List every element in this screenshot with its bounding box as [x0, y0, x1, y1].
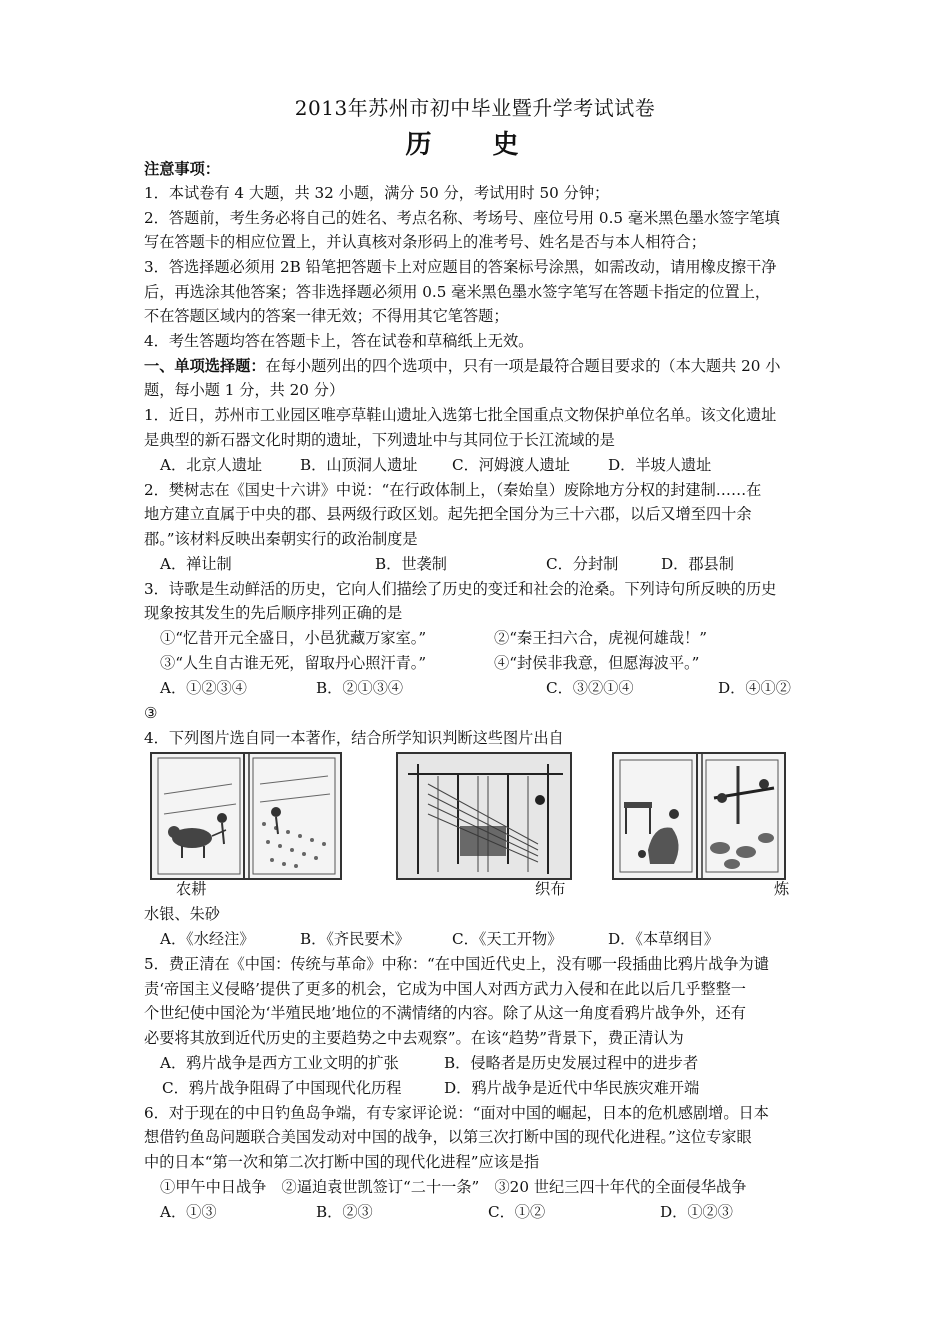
question-3-line: 3．诗歌是生动鲜活的历史，它向人们描绘了历史的变迁和社会的沧桑。下列诗句所反映的历史 — [144, 580, 777, 598]
q6-option-a: A．①③ — [160, 1203, 217, 1221]
figure-caption-smelting-cont: 水银、朱砂 — [144, 905, 220, 923]
q3-option-b: B．②①③④ — [316, 679, 404, 697]
section-intro-line2: 题，每小题 1 分，共 20 分） — [144, 381, 345, 399]
notice-line: 后，再选涂其他答案；答非选择题必须用 0.5 毫米黑色墨水签字笔写在答题卡指定的位置上， — [144, 283, 771, 301]
notice-heading: 注意事项： — [144, 160, 220, 178]
q4-option-a: A．《水经注》 — [160, 930, 255, 948]
section-heading: 一、单项选择题： — [144, 357, 266, 375]
question-5-line: 必要将其放到近代历史的主要趋势之中去观察”。在该“趋势”背景下，费正清认为 — [144, 1029, 684, 1047]
question-2-line: 地方建立直属于中央的郡、县两级行政区划。起先把全国分为三十六郡，以后又增至四十余 — [144, 505, 752, 523]
q6-option-c: C．①② — [488, 1203, 546, 1221]
q5-option-a: A．鸦片战争是西方工业文明的扩张 — [160, 1054, 399, 1072]
notice-line: 2．答题前，考生务必将自己的姓名、考点名称、考场号、座位号用 0.5 毫米黑色墨水签字笔填 — [144, 209, 780, 227]
figure-caption-smelting: 炼 — [774, 880, 790, 898]
question-6-line: 想借钓鱼岛问题联合美国发动对中国的战争，以第三次打断中国的现代化进程。”这位专家眼 — [144, 1128, 752, 1146]
q5-option-d: D．鸦片战争是近代中华民族灾难开端 — [444, 1079, 700, 1097]
q5-option-b: B．侵略者是历史发展过程中的进步者 — [444, 1054, 699, 1072]
weaving-illustration — [396, 752, 572, 880]
exam-title: 2013年苏州市初中毕业暨升学考试试卷 — [294, 96, 656, 120]
q4-option-c: C．《天工开物》 — [452, 930, 563, 948]
q3-option-a: A．①②③④ — [160, 679, 247, 697]
section-intro-text: 在每小题列出的四个选项中，只有一项是最符合题目要求的（本大题共 20 小 — [265, 357, 781, 375]
farming-drawing — [152, 754, 340, 878]
q6-option-b: B．②③ — [316, 1203, 373, 1221]
question-3-line: 现象按其发生的先后顺序排列正确的是 — [144, 604, 403, 622]
question-5-line: 责‘帝国主义侵略’提供了更多的机会，它成为中国人对西方武力入侵和在此以后几乎整整一 — [144, 980, 746, 998]
q6-items: ①甲午中日战争 ②逼迫袁世凯签订“二十一条” ③20 世纪三四十年代的全面侵华战争 — [160, 1178, 747, 1196]
question-2-line: 2．樊树志在《国史十六讲》中说：“在行政体制上，（秦始皇）废除地方分权的封建制……在 — [144, 481, 762, 499]
mercury-drawing — [614, 754, 784, 878]
notice-line: 写在答题卡的相应位置上，并认真核对条形码上的准考号、姓名是否与本人相符合； — [144, 233, 706, 251]
q4-option-d: D．《本草纲目》 — [608, 930, 719, 948]
q3-poem-2: ②“秦王扫六合，虎视何雄哉！” — [494, 629, 707, 647]
q6-option-d: D．①②③ — [660, 1203, 733, 1221]
q3-option-d: D．④①② — [718, 679, 791, 697]
q2-option-b: B．世袭制 — [375, 555, 447, 573]
q3-poem-3: ③“人生自古谁无死，留取丹心照汗青。” — [160, 654, 427, 672]
q4-option-b: B．《齐民要术》 — [300, 930, 410, 948]
q3-poem-4: ④“封侯非我意，但愿海波平。” — [494, 654, 700, 672]
notice-line: 不在答题区域内的答案一律无效；不得用其它笔答题； — [144, 307, 509, 325]
question-4-line: 4．下列图片选自同一本著作，结合所学知识判断这些图片出自 — [144, 729, 564, 747]
q3-poem-1: ①“忆昔开元全盛日，小邑犹藏万家室。” — [160, 629, 427, 647]
question-1-line: 是典型的新石器文化时期的遗址，下列遗址中与其同位于长江流域的是 — [144, 431, 615, 449]
q1-option-c: C．河姆渡人遗址 — [452, 456, 570, 474]
q1-option-d: D．半坡人遗址 — [608, 456, 712, 474]
notice-line: 1．本试卷有 4 大题，共 32 小题，满分 50 分，考试用时 50 分钟； — [144, 184, 610, 202]
q1-option-a: A．北京人遗址 — [160, 456, 263, 474]
figure-caption-weaving: 织布 — [535, 880, 566, 898]
q2-option-d: D．郡县制 — [661, 555, 734, 573]
weaving-drawing — [398, 754, 570, 878]
question-5-line: 5．费正清在《中国：传统与革命》中称：“在中国近代史上，没有哪一段插曲比鸦片战争为谴 — [144, 955, 769, 973]
q3-option-c: C．③②①④ — [546, 679, 634, 697]
section-intro — [144, 355, 814, 377]
question-5-line: 个世纪使中国沦为‘半殖民地’地位的不满情绪的内容。除了从这一角度看鸦片战争外，还有 — [144, 1004, 746, 1022]
subject-title: 历 史 — [405, 130, 545, 160]
question-6-line: 中的日本“第一次和第二次打断中国的现代化进程”应该是指 — [144, 1153, 540, 1171]
mercury-cinnabar-illustration — [612, 752, 786, 880]
q2-option-c: C．分封制 — [546, 555, 619, 573]
figure-caption-farming: 农耕 — [176, 880, 207, 898]
notice-line: 4．考生答题均答在答题卡上，答在试卷和草稿纸上无效。 — [144, 332, 534, 350]
q3-option-d-overflow: ③ — [144, 704, 158, 722]
notice-line: 3．答选择题必须用 2B 铅笔把答题卡上对应题目的答案标号涂黑，如需改动，请用橡皮擦干净 — [144, 258, 777, 276]
q1-option-b: B．山顶洞人遗址 — [300, 456, 418, 474]
q2-option-a: A．禅让制 — [160, 555, 232, 573]
farming-illustration — [150, 752, 342, 880]
question-1-line: 1．近日，苏州市工业园区唯亭草鞋山遗址入选第七批全国重点文物保护单位名单。该文化遗址 — [144, 406, 777, 424]
question-6-line: 6．对于现在的中日钓鱼岛争端，有专家评论说：“面对中国的崛起，日本的危机感剧增。日本 — [144, 1104, 769, 1122]
q5-option-c: C．鸦片战争阻碍了中国现代化历程 — [162, 1079, 402, 1097]
question-2-line: 郡。”该材料反映出秦朝实行的政治制度是 — [144, 530, 418, 548]
